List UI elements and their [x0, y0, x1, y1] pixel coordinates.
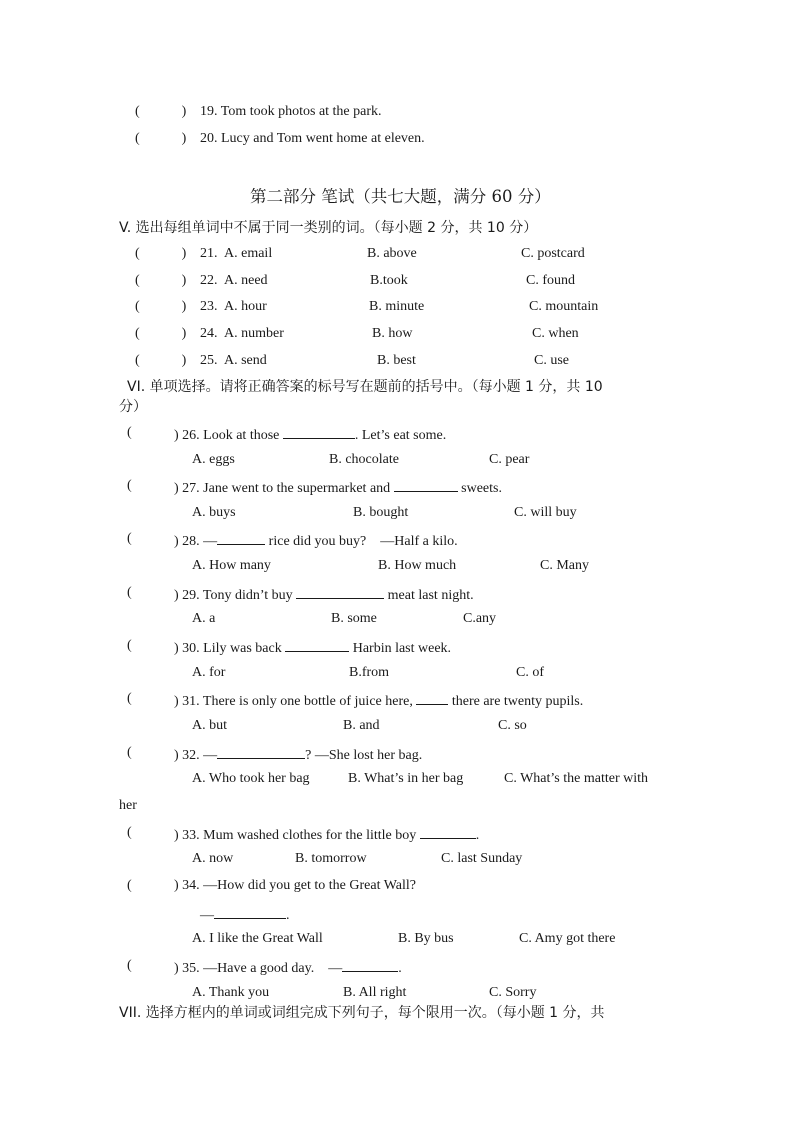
answer-paren: (: [127, 691, 132, 706]
option-a: A. number: [224, 326, 284, 341]
option-a: A. buys: [192, 505, 236, 520]
section5-heading: V. 选出每组单词中不属于同一类别的词。（每小题 2 分，共 10 分）: [119, 220, 538, 236]
option-b: B. By bus: [398, 931, 454, 946]
question-28: [174, 530, 458, 551]
answer-paren-20: ( ): [135, 131, 187, 146]
option-a: A. need: [224, 273, 268, 288]
option-a: A. I like the Great Wall: [192, 931, 323, 946]
question-33: [174, 824, 479, 845]
item-number: 20.: [200, 131, 218, 146]
option-b: B. tomorrow: [295, 851, 367, 866]
question-stem-end: ? —She lost her bag.: [305, 748, 423, 763]
item-20: [200, 130, 425, 148]
option-c: C. use: [534, 353, 569, 368]
answer-blank: [214, 904, 286, 919]
section6-heading-line1: VI. 单项选择。请将正确答案的标号写在题前的括号中。（每小题 1 分，共 10: [127, 379, 603, 395]
answer-paren: ( ): [135, 299, 187, 314]
answer-blank: [416, 690, 448, 705]
option-b: B. minute: [369, 299, 425, 314]
question-34: ) 34. —How did you get to the Great Wall?: [174, 878, 417, 893]
answer-blank: [217, 530, 265, 545]
question-stem-end: . Let’s eat some.: [354, 428, 447, 443]
option-a: A. a: [192, 611, 216, 626]
answer-paren: (: [127, 825, 132, 840]
option-c: C. mountain: [529, 299, 599, 314]
answer-blank: [217, 744, 305, 759]
answer-blank: [394, 477, 458, 492]
item-text: Tom took photos at the park.: [220, 104, 382, 119]
item-number: 22.: [200, 273, 218, 288]
question-27: [174, 477, 502, 498]
option-b: B.took: [370, 273, 408, 288]
option-c: C. postcard: [521, 246, 585, 261]
question-31: [174, 690, 583, 711]
answer-blank: [296, 584, 384, 599]
question-32: [174, 744, 422, 765]
option-b: B. some: [331, 611, 377, 626]
item-number: 21.: [200, 246, 218, 261]
option-c: C. Amy got there: [519, 931, 616, 946]
option-b: B. bought: [353, 505, 409, 520]
option-a: A. send: [224, 353, 267, 368]
option-b: B. and: [343, 718, 380, 733]
item-number: 23.: [200, 299, 218, 314]
item-text: Lucy and Tom went home at eleven.: [221, 131, 425, 146]
option-a: A. now: [192, 851, 234, 866]
question-stem-end: there are twenty pupils.: [451, 694, 584, 709]
option-a: A. Thank you: [192, 985, 270, 1000]
section7-heading: VII. 选择方框内的单词或词组完成下列句子，每个限用一次。（每小题 1 分，共: [119, 1005, 605, 1021]
question-stem-end: Harbin last week.: [352, 641, 452, 656]
question-stem: ) 27. Jane went to the supermarket and: [174, 481, 391, 496]
option-c: C. last Sunday: [441, 851, 523, 866]
option-c: C. so: [498, 718, 527, 733]
option-c: C. of: [516, 665, 544, 680]
item-19: [200, 103, 382, 121]
reply-end: .: [286, 908, 290, 923]
answer-paren: (: [127, 958, 132, 973]
option-c: C.any: [463, 611, 497, 626]
question-stem: ) 32. —: [174, 748, 218, 763]
answer-paren: ( ): [135, 326, 187, 341]
option-a: A. Who took her bag: [192, 771, 310, 786]
answer-blank: [283, 424, 355, 439]
question-stem-end: rice did you buy? —Half a kilo.: [268, 534, 458, 549]
answer-paren: ( ): [135, 246, 187, 261]
option-b: B. How much: [378, 558, 457, 573]
answer-blank: [285, 637, 349, 652]
option-a: A. email: [224, 246, 273, 261]
question-stem: ) 35. —Have a good day. —: [174, 961, 343, 976]
option-c: C. pear: [489, 452, 530, 467]
answer-paren: ( ): [135, 273, 187, 288]
item-number: 24.: [200, 326, 218, 341]
question-stem-end: sweets.: [461, 481, 502, 496]
option-a: A. eggs: [192, 452, 235, 467]
item-number: 25.: [200, 353, 218, 368]
question-stem: ) 30. Lily was back: [174, 641, 282, 656]
answer-paren: (: [127, 478, 132, 493]
option-b: B. how: [372, 326, 413, 341]
option-b: B.from: [349, 665, 390, 680]
answer-paren: (: [127, 638, 132, 653]
question-stem-end: .: [398, 961, 402, 976]
answer-paren: (: [127, 745, 132, 760]
answer-paren: (: [127, 425, 132, 440]
question-stem: ) 26. Look at those: [174, 428, 280, 443]
option-c: C. when: [532, 326, 579, 341]
option-a: A. hour: [224, 299, 267, 314]
answer-blank: [342, 957, 398, 972]
option-c: C. found: [526, 273, 575, 288]
question-29: [174, 584, 474, 605]
item-number: 19.: [200, 104, 218, 119]
question-stem: ) 29. Tony didn’t buy: [174, 588, 293, 603]
reply-dash: —: [200, 908, 214, 923]
option-c: C. Sorry: [489, 985, 537, 1000]
question-35: [174, 957, 402, 978]
option-b: B. chocolate: [329, 452, 399, 467]
question-stem: ) 31. There is only one bottle of juice here,: [174, 694, 413, 709]
option-a: A. for: [192, 665, 226, 680]
part2-title: 第二部分 笔试（共七大题，满分 60 分）: [250, 187, 551, 206]
option-b: B. best: [377, 353, 416, 368]
question-26: [174, 424, 446, 445]
question-30: [174, 637, 451, 658]
option-c-continuation: her: [119, 798, 137, 813]
option-b: B. above: [367, 246, 417, 261]
answer-paren-19: ( ): [135, 104, 187, 119]
option-a: A. How many: [192, 558, 271, 573]
option-a: A. but: [192, 718, 227, 733]
question-34-reply: [200, 904, 290, 925]
question-stem-end: meat last night.: [387, 588, 474, 603]
answer-paren: (: [127, 531, 132, 546]
answer-paren: (: [127, 585, 132, 600]
option-c: C. will buy: [514, 505, 577, 520]
option-c: C. What’s the matter with: [504, 771, 648, 786]
answer-paren: ( ): [135, 353, 187, 368]
option-b: B. What’s in her bag: [348, 771, 464, 786]
option-c: C. Many: [540, 558, 589, 573]
question-stem: ) 28. —: [174, 534, 218, 549]
section6-heading-line2: 分）: [119, 399, 147, 415]
answer-blank: [420, 824, 476, 839]
question-stem-end: .: [475, 828, 480, 843]
option-b: B. All right: [343, 985, 407, 1000]
answer-paren: (: [127, 878, 132, 893]
question-stem: ) 33. Mum washed clothes for the little boy: [174, 828, 417, 843]
